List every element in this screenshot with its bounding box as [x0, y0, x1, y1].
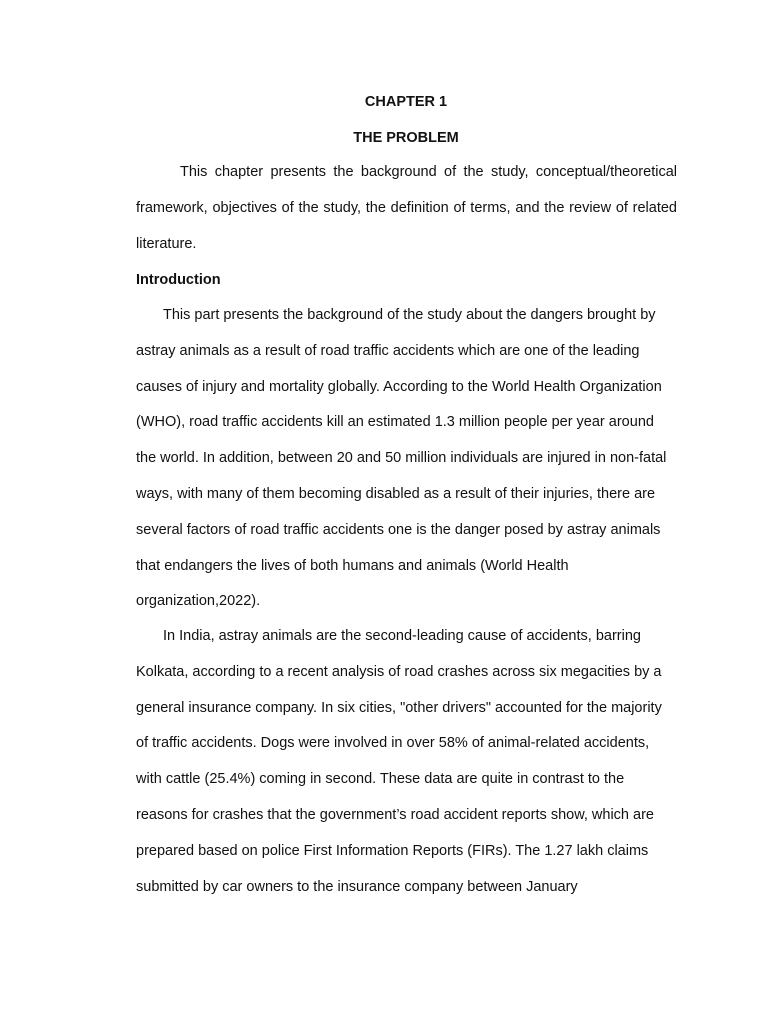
chapter-intro-paragraph: This chapter presents the background of the study, conceptual/theoretical framework, objectives of the study, the definition of terms, and the review of related literature. — [136, 164, 677, 252]
section-heading-introduction: Introduction — [136, 272, 221, 288]
chapter-label: CHAPTER 1 — [364, 94, 448, 110]
body-paragraph: This part presents the background of the study about the dangers brought by astray animals as a result of road traffic accidents which are one of the leading causes of injury and mortality globally. According to the World Health Organization (WHO), road traffic accidents kill an estimated 1.3 million people per year around the world. In addition, between 20 and 50 million individuals are injured in non-fatal ways, with many of them becoming disabled as a result of their injuries, there are several factors of road traffic accidents one is the danger posed by astray animals that endangers the lives of both humans and animals (World Health organization,2022). — [136, 307, 667, 610]
body-paragraph: In India, astray animals are the second-leading cause of accidents, barring Kolkata, according to a recent analysis of road crashes across six megacities by a general insurance company. In six cities, "other drivers" accounted for the majority of traffic accidents. Dogs were involved in over 58% of animal-related accidents, with cattle (25.4%) coming in second. These data are quite in contrast to the reasons for crashes that the government’s road accident reports show, which are prepared based on police First Information Reports (FIRs). The 1.27 lakh claims submitted by car owners to the insurance company between January — [136, 628, 662, 895]
chapter-title: THE PROBLEM — [353, 130, 459, 146]
